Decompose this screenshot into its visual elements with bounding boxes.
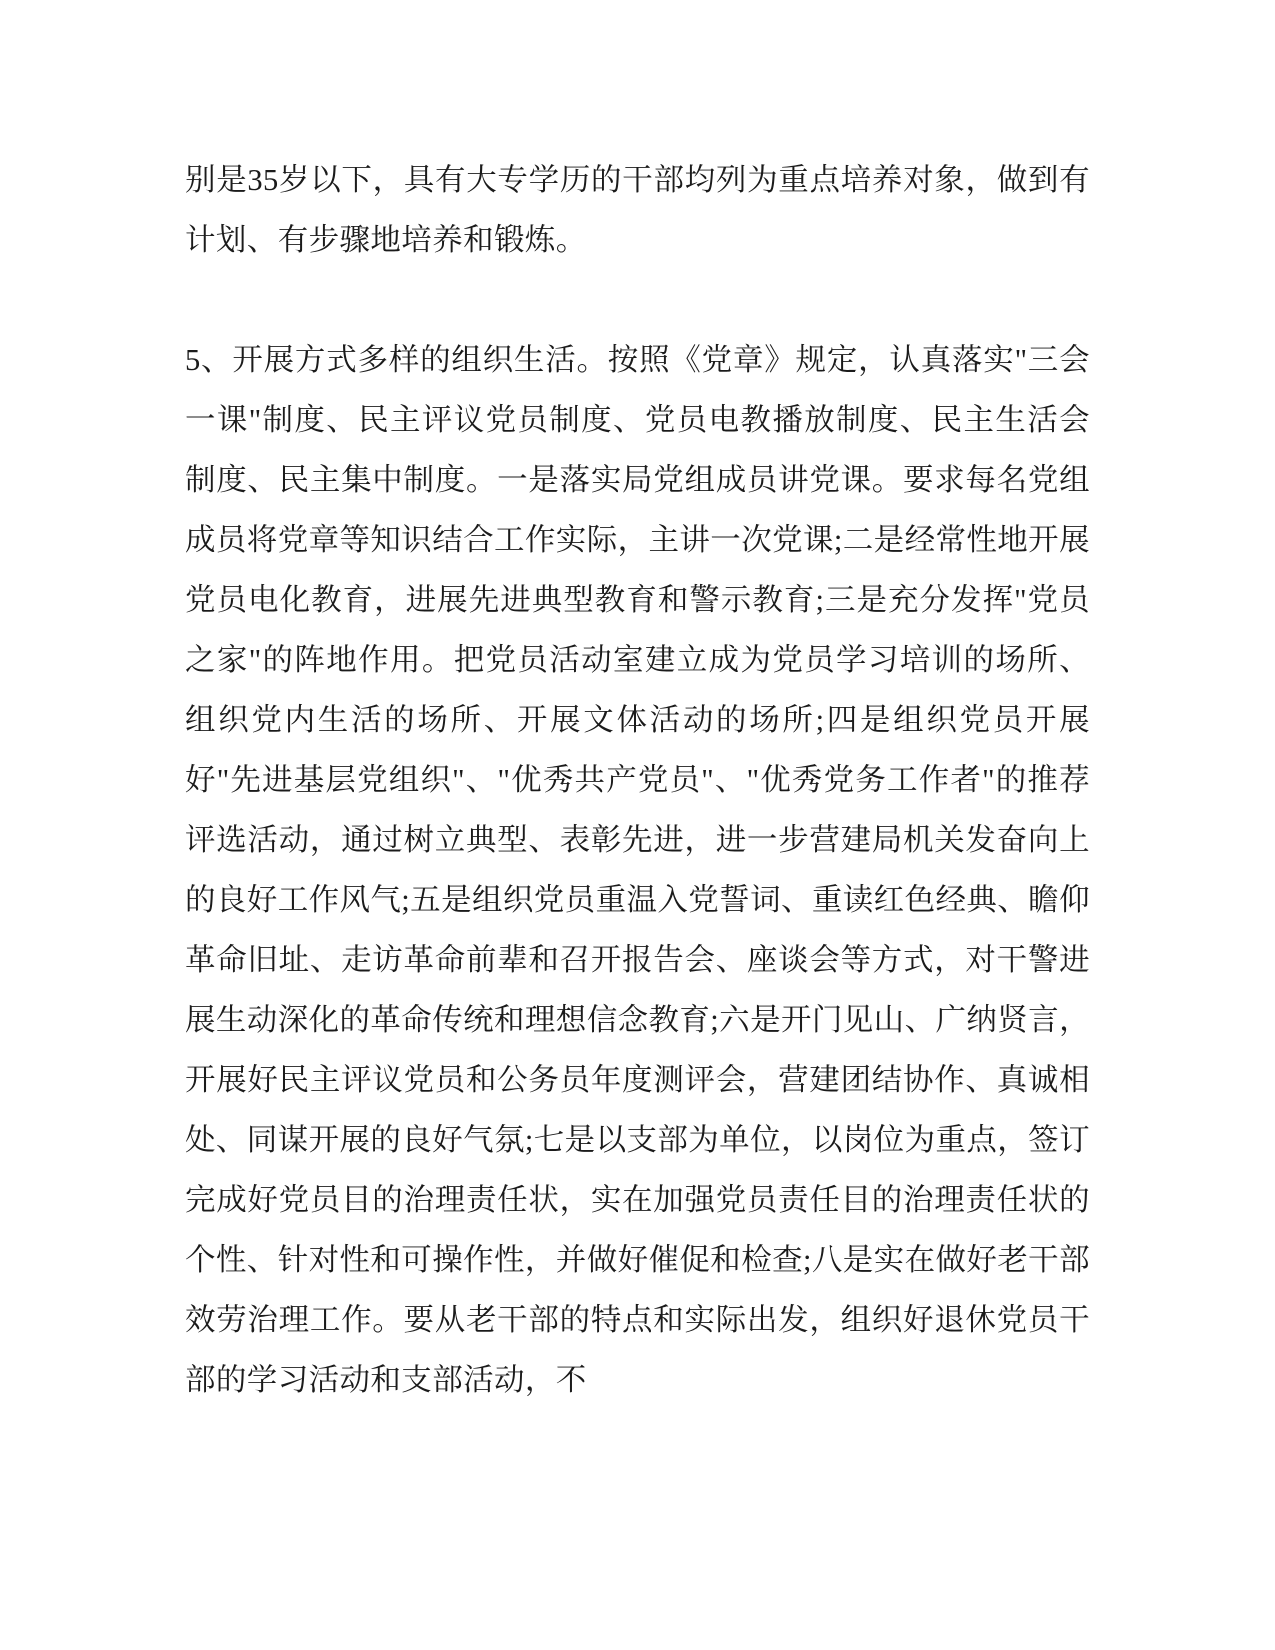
document-body	[185, 150, 1090, 1410]
paragraph-2: 5、开展方式多样的组织生活。按照《党章》规定，认真落实"三会一课"制度、民主评议党员制度、党员电教播放制度、民主生活会制度、民主集中制度。一是落实局党组成员讲党课。要求每名党组成员将党章等知识结合工作实际，主讲一次党课;二是经常性地开展党员电化教育，进展先进典型教育和警示教育;三是充分发挥"党员之家"的阵地作用。把党员活动室建立成为党员学习培训的场所、组织党内生活的场所、开展文体活动的场所;四是组织党员开展好"先进基层党组织"、"优秀共产党员"、"优秀党务工作者"的推荐评选活动，通过树立典型、表彰先进，进一步营建局机关发奋向上的良好工作风气;五是组织党员重温入党誓词、重读红色经典、瞻仰革命旧址、走访革命前辈和召开报告会、座谈会等方式，对干警进展生动深化的革命传统和理想信念教育;六是开门见山、广纳贤言，开展好民主评议党员和公务员年度测评会，营建团结协作、真诚相处、同谋开展的良好气氛;七是以支部为单位，以岗位为重点，签订完成好党员目的治理责任状，实在加强党员责任目的治理责任状的个性、针对性和可操作性，并做好催促和检查;八是实在做好老干部效劳治理工作。要从老干部的特点和实际出发，组织好退休党员干部的学习活动和支部活动，不	[185, 343, 1090, 1397]
paragraph-1: 别是35岁以下，具有大专学历的干部均列为重点培养对象，做到有计划、有步骤地培养和锻炼。	[185, 163, 1090, 257]
